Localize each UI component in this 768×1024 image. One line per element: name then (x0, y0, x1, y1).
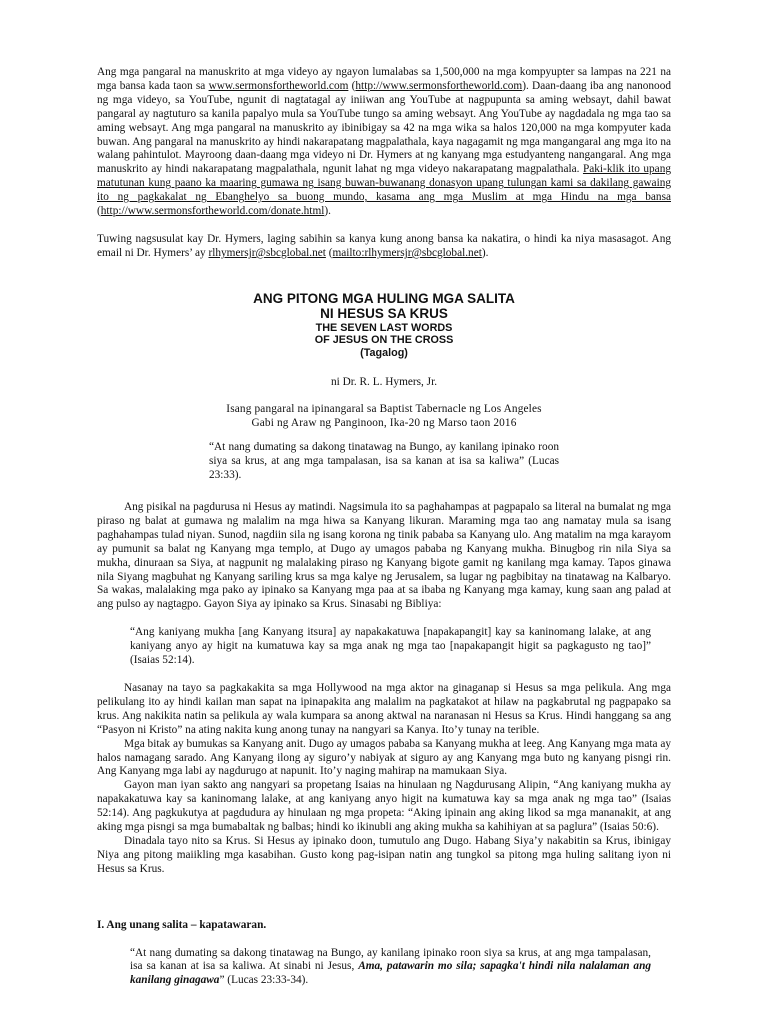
sermons-url-link[interactable]: http://www.sermonsfortheworld.com (355, 79, 523, 92)
body-paragraph: Mga bitak ay bumukas sa Kanyang anit. Dugo ay umagos pababa sa Kanyang mukha at leeg. Ang Kanyang mga mata ay halos namagang sarado. Ang Kanyang ilong ay siguro’y nabiyak at siguro ay ang Kanyang mga buto ng kanyang pisngi rin. Ang Kanyang mga labi ay nagdurugo at napunit. Ito’y naging mahirap na mamukaan Siya. (97, 737, 671, 778)
intro-text: Tuwing nagsusulat kay Dr. Hymers, laging sabihin sa kanya kung anong bansa ka nakatira, o hindi ka niya masasagot. Ang email ni Dr. Hymers’ ay (97, 232, 671, 259)
spacer (97, 933, 671, 947)
intro-text: Ang mga pangaral na manuskrito at mga videyo ay ngayon lumalabas sa 1,500,000 na mga kompyupter sa lampas na 221 na mga bansa kada taon sa (97, 66, 671, 92)
intro-text: ). Daan-daang iba ang nanonood ng mga videyo, sa YouTube, ngunit di nagtatagal ay iniiwan ang YouTube at nagpupunta sa aming websayt, dahil bawat pangaral ay nagtuturo sa kanila papalyo mula sa YouTube tungo sa aming websayt. Ang YouTube ay nagdadala ng mga tao sa aming websayt. Ang mga pangaral na manuskrito ay ibinibigay sa 42 na mga wika sa halos 120,000 na mga kompyuter kada buwan. Ang pangaral na manuskrito ay hindi nakarapatang magpalathala, kaya nagagamit ng mga mangangaral ang mga ito na walang pahintulot. Mayroong daan-daang mga videyo ni Dr. Hymers at ng kanyang mga estudyanteng nangangaral. Ang mga manuskrito ay hindi nakarapatang magpalathala, ngunit lahat ng mga videyo nakarapatang magpalathala. (97, 79, 671, 176)
body-paragraph: Dinadala tayo nito sa Krus. Si Hesus ay ipinako doon, tumutulo ang Dugo. Habang Siya’y nakabitin sa Krus, ibinigay Niya ang pitong maiikling mga kasabihan. Gusto kong pag-isipan natin ang tungkol sa pitong mga huling salitang iyon ni Hesus sa Krus. (97, 834, 671, 875)
spacer (97, 668, 671, 682)
donation-link[interactable]: Paki-klik ito upang matutunan kung paano ka maaring gumawa ng isang buwan-buwanang donasyon upang tulungan kami sa dakilang gawaing ito ng pagkakalat ng Ebanghelyo sa buong mundo, kasama ang mga Muslim at mga Hindu na mga bansa (97, 163, 671, 204)
body-paragraph: Gayon man iyan sakto ang nangyari sa propetang Isaias na hinulaan ng Nagdurusang Alipin, “Ang kaniyang mukha ay napakakatuwa kay sa kaninomang lalake, at ang kaniyang anyo higit na kumatuwa kay sa mga anak ng mga tao” (Isaias 52:14). Ang pagkukutya at pagdudura ay hinulaan ng mga propeta: “Aking ipinain ang aking likod sa mga mananakit, at ang aking mga pisngi sa mga bumabaltak ng balbas; hindi ko ikinubli ang aking mukha sa kahihiyan at sa paglura” (Isaias 50:6). (97, 779, 671, 834)
author-byline: ni Dr. R. L. Hymers, Jr. (330, 375, 438, 388)
section-quote (130, 947, 651, 989)
email-link[interactable]: rlhymersjr@sbcglobal.net (208, 246, 326, 259)
intro-paragraph-2 (97, 233, 671, 261)
intro-text: ( (325, 246, 333, 259)
language-label: (Tagalog) (360, 346, 408, 359)
sermon-location: Isang pangaral na ipinangaral sa Baptist Tabernacle ng Los Angeles (226, 403, 542, 416)
intro-text: ( (97, 205, 101, 218)
sermon-title-line: NI HESUS SA KRUS (320, 306, 448, 322)
spacer (97, 483, 671, 501)
sermon-info (97, 403, 671, 431)
sermons-link[interactable]: www.sermonsfortheworld.com (208, 79, 349, 92)
body-paragraph: Ang pisikal na pagdurusa ni Hesus ay matindi. Nagsimula ito sa paghahampas at pagpapalo sa literal na bumalat ng mga piraso ng balat at gumawa ng malalim na mga hiwa sa Kanyang likuran. Maraming mga tao ang namatay mula sa isang paghahampas tulad niyan. Sunod, nagdiin sila ng isang korona ng tinik pababa sa Kanyang ulo. Ang matalim na mga karayom ay pumunit sa balat ng Kanyang mga templo, at Dugo ay umagos pababa ng Kanyang mukha. Binugbog rin nila Siya sa mukha, dinuraan sa Siya, at nagpunit ng malalaking piraso ng Kanyang bigote gamit ng kanilang mga kamay. Tapos ginawa nila Siyang magbuhat ng Kanyang sariling krus sa mga kalye ng Jerusalem, sa lugar ng pagbibitay na tinatawag na Kalbaryo. Sa wakas, malalaking mga pako ay ipinako sa Kanyang mga paa at sa ibaba ng Kanyang mga kamay, kung saan ang palad at ang pulso ay nagtagpo. Gayon Siya ay ipinako sa Krus. Sinasabi ng Bibliya: (97, 501, 671, 611)
intro-text: ( (348, 79, 356, 92)
intro-paragraph-1 (97, 66, 671, 219)
sermon-title-block (97, 291, 671, 360)
sermon-date: Gabi ng Araw ng Panginoon, Ika-20 ng Marso taon 2016 (251, 417, 517, 430)
block-quote: “Ang kaniyang mukha [ang Kanyang itsura] ay napakakatuwa [napakapangit] kay sa kaninomang lalake, at ang kaniyang anyo ay higit na kumatuwa kay sa mga anak ng mga tao [napakapangit higit sa pagkagusto ng tao]” (Isaias 52:14). (130, 626, 651, 667)
spacer (97, 612, 671, 626)
section-heading: I. Ang unang salita – kapatawaran. (97, 918, 267, 931)
epigraph-quote: “At nang dumating sa dakong tinatawag na Bungo, ay kanilang ipinako roon siya sa krus, at ang mga tampalasan, isa sa kanan at isa sa kaliwa” (Lucas 23:33). (209, 441, 559, 482)
mailto-link[interactable]: mailto:rlhymersjr@sbcglobal.net (332, 246, 482, 259)
spacer (97, 219, 671, 233)
document-page (97, 66, 671, 988)
donate-url-link[interactable]: http://www.sermonsfortheworld.com/donate.html (100, 205, 325, 218)
quote-reference: ” (Lucas 23:33-34). (219, 974, 309, 987)
intro-text: ). (324, 205, 331, 218)
sermon-title-line: ANG PITONG MGA HULING MGA SALITA (253, 290, 515, 306)
intro-text: ). (481, 246, 489, 259)
body-paragraph: Nasanay na tayo sa pagkakakita sa mga Hollywood na mga aktor na ginaganap si Hesus sa mga pelikula. Ang mga pelikulang ito ay hindi kailan man sapat na ipinapakita ang malalim na pagkatakot at hilaw na pagkabrutal ng pagpapako sa krus. Ang nakikita natin sa pelikula ay wala kumpara sa anong aktwal na naranasan ni Hesus sa Krus. Hindi hanggang sa ang “Pasyon ni Kristo” na ating nakita kung anong tunay na nangyari sa Kanya. Ito’y tunay na terible. (97, 681, 671, 736)
sermon-subtitle-line: OF JESUS ON THE CROSS (314, 334, 454, 347)
quote-text: “At nang dumating sa dakong tinatawag na Bungo, ay kanilang ipinako roon siya sa krus, at ang mga tampalasan, isa sa kanan at isa sa kaliwa. At sinabi ni Jesus, (130, 946, 651, 973)
jesus-words: Ama, patawarin mo sila; sapagka't hindi nila nalalaman ang kanilang ginagawa (130, 960, 652, 987)
sermon-subtitle-line: THE SEVEN LAST WORDS (315, 321, 453, 334)
